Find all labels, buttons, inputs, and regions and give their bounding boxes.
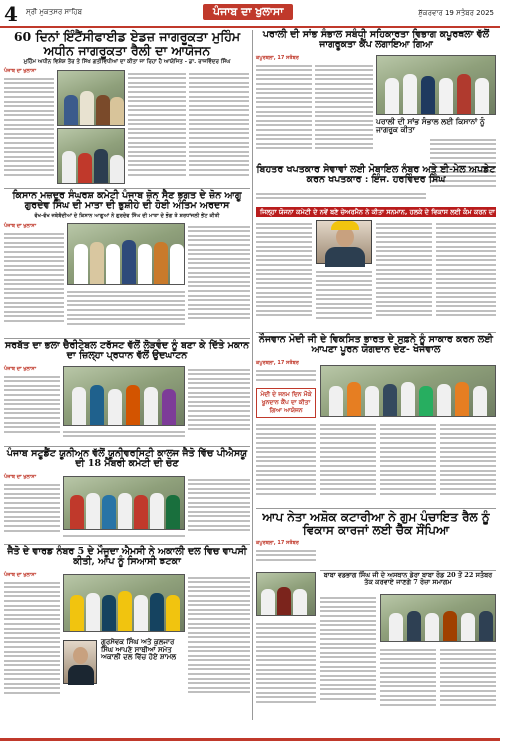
banner-article-body-col2 bbox=[376, 220, 432, 330]
article-7-body-col3 bbox=[188, 476, 250, 541]
article-8-body bbox=[256, 547, 316, 569]
red-banner: ਜਿਲ੍ਹਾ ਯੋਜਨਾ ਕਮੇਟੀ ਦੇ ਨਵੇਂ ਬਣੇ ਚੇਅਰਮੈਨ ਨੇ ਕੀਤਾ ਸਨਮਾਨ, ਹਲਕੇ ਦੇ ਵਿਕਾਸ ਲਈ ਕੰਮ ਕਰਨ ਦਾ ਦਿੱਤਾ ਭਰੋਸਾ bbox=[256, 207, 496, 217]
divider bbox=[256, 332, 496, 333]
article-5-body-col2 bbox=[320, 421, 376, 506]
article-4-headline: ਬਿਹਤਰ ਖਪਤਕਾਰ ਸੇਵਾਵਾਂ ਲਈ ਮੋਬਾਇਲ ਨੰਬਰ ਅਤੇ ਈ-ਮੇਲ ਅਪਡੇਟ ਕਰਨ ਖਪਤਕਾਰ : ਇੰਜ. ਹਰਵਿੰਦਰ ਸਿੰਘ bbox=[256, 164, 496, 186]
article-5-photo bbox=[320, 365, 496, 417]
article-6-byline: ਪੰਜਾਬ ਦਾ ਖੁਲਾਸਾ bbox=[4, 366, 37, 372]
article-5-headline: ਨੌਜਵਾਨ ਮੋਦੀ ਜੀ ਦੇ ਵਿਕਸਿਤ ਭਾਰਤ ਦੇ ਸੁਫ਼ਨੇ ਨੂੰ ਸਾਕਾਰ ਕਰਨ ਲਈ ਆਪਣਾ ਪੂਰਨ ਯੋਗਦਾਨ ਦੇਣ- ਖੋਜੇਵਾਲ bbox=[259, 334, 493, 356]
banner-article-body-col1b bbox=[316, 268, 372, 330]
article-2-byline: ਕਪੂਰਥਲਾ, 17 ਸਤੰਬਰ bbox=[256, 55, 299, 61]
article-1-subhead: ਮੁਹਿੰਮ ਅਧੀਨ ਵਿਸ਼ੇਸ਼ ਤੌਰ ਤੇ ਸਿੱਖ ਗਤੀਵਿਧੀਆਂ ਦਾ ਕੀਤਾ ਜਾ ਰਿਹਾ ਹੈ ਆਯੋਜਿਤ - ਡਾ. ਰਾਜਵਿੰਦਰ ਸਿੰਘ bbox=[23, 59, 231, 65]
page-number: 4 bbox=[4, 2, 18, 26]
article-9-body-col3 bbox=[188, 574, 250, 715]
article-1-photo-top bbox=[57, 70, 125, 126]
article-8-photo bbox=[256, 572, 316, 616]
issue-date: ਸ਼ੁੱਕਰਵਾਰ 19 ਸਤੰਬਰ 2025 bbox=[418, 9, 494, 17]
article-9-photo bbox=[63, 574, 185, 632]
article-3-photo bbox=[67, 223, 185, 285]
article-5-body bbox=[256, 367, 316, 387]
paper-name: ਸ੍ਰੀ ਮੁਕਤਸਰ ਸਾਹਿਬ bbox=[26, 8, 83, 16]
article-7-photo bbox=[63, 476, 185, 530]
article-10-body-col1 bbox=[320, 594, 376, 715]
article-5-boxed-subhead: ਮੋਦੀ ਦੇ ਜਨਮ ਦਿਨ ਮੌਕੇ ਖੂਨਦਾਨ ਕੈਂਪ ਦਾ ਕੀਤਾ ਗਿਆ ਆਯੋਜਨ bbox=[256, 388, 316, 418]
article-3-body-col2 bbox=[67, 288, 185, 335]
article-3-subhead: ਵੱਖ-ਵੱਖ ਜਥੇਬੰਦੀਆਂ ਦੇ ਕਿਸਾਨ ਆਗੂਆਂ ਨੇ ਗੁਰਦੇਵ ਸਿੰਘ ਦੀ ਮਾਤਾ ਦੇ ਭੋਗ ਤੇ ਸ਼ਰਧਾਂਜਲੀ ਭੇਂਟ ਕੀਤੀ bbox=[34, 213, 220, 219]
divider bbox=[4, 544, 250, 545]
article-10-body-col3 bbox=[440, 646, 496, 715]
article-1-photo-bottom bbox=[57, 128, 125, 184]
page-header bbox=[0, 0, 500, 28]
article-3-headline: ਕਿਸਾਨ ਮਜ਼ਦੂਰ ਸੰਘਰਸ਼ ਕਮੇਟੀ ਪੰਜਾਬ ਜ਼ੋਨ ਸੈਣ ਭਗਤ ਦੇ ਜ਼ੋਨ ਆਗੂ ਗੁਰਦੇਵ ਸਿੰਘ ਦੀ ਮਾਤਾ ਦੀ ਭੁਸ਼ੀਹੇ ਦੀ ਹੋਈ ਅੰਤਿਮ ਅਰਦਾਸ bbox=[12, 190, 242, 212]
article-10-body-col2 bbox=[380, 646, 436, 715]
quote-portrait bbox=[63, 640, 97, 684]
article-2-headline: ਪਰਾਲੀ ਦੀ ਸਾਂਭ ਸੰਭਾਲ ਸਬੰਧੀ ਸਹਿਕਾਰਤਾ ਵਿਭਾਗ ਕਪੂਰਥਲਾ ਵੱਲੋਂ ਜਾਗਰੂਕਤਾ ਕੈਂਪ ਲਗਾਇਆ ਗਿਆ bbox=[262, 29, 490, 51]
article-2-body-col2 bbox=[315, 62, 373, 160]
article-1-headline: 60 ਦਿਨਾਂ ਇੰਟੈਂਸੀਫਾਈਡ ਏਡਜ਼ ਜਾਗਰੂਕਤਾ ਮੁਹਿੰਮ ਅਧੀਨ ਜਾਗਰੂਕਤਾ ਰੈਲੀ ਦਾ ਆਯੋਜਨ bbox=[13, 29, 241, 58]
article-9-body bbox=[4, 579, 60, 715]
article-9-quote: ਗੁਰਸੇਵਕ ਸਿੰਘ ਅਤੇ ਕੁਲਜਾਰ ਸਿੰਘ ਆਪਣੇ ਸਾਥੀਆਂ ਸਮੇਤ ਅਕਾਲੀ ਦਲ ਵਿੱਚ ਹੋਏ ਸ਼ਾਮਲ bbox=[101, 637, 177, 662]
article-6-photo bbox=[63, 366, 185, 426]
article-8-headline: ਆਪ ਨੇਤਾ ਅਸ਼ੋਕ ਕਟਾਰੀਆ ਨੇ ਗੁਮ ਪੰਚਾਇਤ ਰੈਲ ਨੂੰ ਵਿਕਾਸ ਕਾਰਜਾਂ ਲਈ ਚੈੱਕ ਸੌਂਪਿਆ bbox=[262, 510, 490, 537]
article-1-body-col3 bbox=[189, 70, 249, 185]
article-6-body-col3 bbox=[188, 366, 250, 443]
article-9-headline: ਜੈਤੋ ਦੇ ਵਾਰਡ ਨੰਬਰ 5 ਦੇ ਮੌਜੂਦਾ ਐਮਸੀ ਨੇ ਅਕਾਲੀ ਦਲ ਵਿਚ ਵਾਪਸੀ ਕੀਤੀ, ਆਪ ਨੂੰ ਸਿਆਸੀ ਝਟਕਾ bbox=[7, 546, 247, 568]
article-1-body bbox=[4, 75, 54, 185]
article-7-body-col2 bbox=[63, 532, 185, 541]
article-3-body bbox=[4, 230, 64, 335]
article-4-body bbox=[256, 190, 426, 204]
masthead: ਪੰਜਾਬ ਦਾ ਖੁਲਾਸਾ bbox=[203, 4, 293, 20]
banner-article-body-col3 bbox=[436, 220, 496, 330]
article-8-body-col1b bbox=[256, 620, 316, 715]
article-8-byline: ਕਪੂਰਥਲਾ, 17 ਸਤੰਬਰ bbox=[256, 540, 299, 546]
article-7-headline: ਪੰਜਾਬ ਸਟੂਡੈਂਟ ਯੂਨੀਅਨ ਵੱਲੋਂ ਯੂਨੀਵਰਸਿਟੀ ਕਾਲਜ ਜੈਤੋ ਵਿੱਚ ਪੀਐਸਯੂ ਦੀ 18 ਮੈਂਬਰੀ ਕਮੇਟੀ ਦੀ ਚੋਣ bbox=[6, 448, 248, 470]
article-6-body-col2 bbox=[63, 428, 185, 443]
divider bbox=[4, 188, 250, 189]
article-2-photo bbox=[376, 55, 496, 115]
article-5-body-col4 bbox=[440, 421, 496, 506]
footer-rule bbox=[0, 738, 500, 741]
article-6-headline: ਸਰਬੱਤ ਦਾ ਭਲਾ ਚੈਰੀਟੇਬਲ ਟਰੱਸਟ ਵੱਲੋਂ ਲੋੜਵੰਦ ਨੂੰ ਬਣਾ ਕੇ ਦਿੱਤੇ ਮਕਾਨ ਦਾ ਜ਼ਿਲ੍ਹਾ ਪ੍ਰਧਾਨ ਵੱਲੋਂ ਉਦਘਾਟਨ bbox=[4, 340, 250, 362]
divider bbox=[4, 338, 250, 339]
article-7-byline: ਪੰਜਾਬ ਦਾ ਖੁਲਾਸਾ bbox=[4, 474, 37, 480]
article-5-byline: ਕਪੂਰਥਲਾ, 17 ਸਤੰਬਰ bbox=[256, 360, 299, 366]
article-9-quote-block bbox=[63, 636, 185, 715]
chairman-portrait bbox=[316, 220, 372, 264]
article-3-byline: ਪੰਜਾਬ ਦਾ ਖੁਲਾਸਾ bbox=[4, 223, 37, 229]
article-3-body-col3 bbox=[188, 223, 250, 335]
column-divider bbox=[252, 30, 253, 720]
article-1-body-col2 bbox=[128, 70, 186, 185]
divider bbox=[4, 446, 250, 447]
article-7-body bbox=[4, 481, 60, 541]
article-9-byline: ਪੰਜਾਬ ਦਾ ਖੁਲਾਸਾ bbox=[4, 572, 37, 578]
article-1-byline: ਪੰਜਾਬ ਦਾ ਖੁਲਾਸਾ bbox=[4, 68, 37, 74]
article-5-body-col1b bbox=[256, 421, 316, 506]
divider bbox=[256, 508, 496, 509]
article-2-caption: ਪਰਾਲੀ ਦੀ ਸਾਂਭ ਸੰਭਾਲ ਲਈ ਕਿਸਾਨਾਂ ਨੂੰ ਜਾਗਰੂਕ ਕੀਤਾ bbox=[376, 117, 485, 135]
article-5-body-col3 bbox=[380, 421, 436, 506]
article-10-headline: ਬਾਬਾ ਵਡਭਾਗ ਸਿੰਘ ਜੀ ਦੇ ਅਸਥਾਨ ਡੇਰਾ ਬਾਬਾ ਰੋਡ 20 ਤੋਂ 22 ਸਤੰਬਰ ਤੱਕ ਕਰਵਾਏ ਜਾਣਗੇ 7 ਰੋਜ਼ਾ ਸਮਾਗਮ bbox=[323, 571, 493, 587]
article-2-body bbox=[256, 62, 312, 160]
article-10-photo bbox=[380, 594, 496, 642]
article-6-body bbox=[4, 373, 60, 443]
banner-article-body bbox=[256, 220, 312, 330]
